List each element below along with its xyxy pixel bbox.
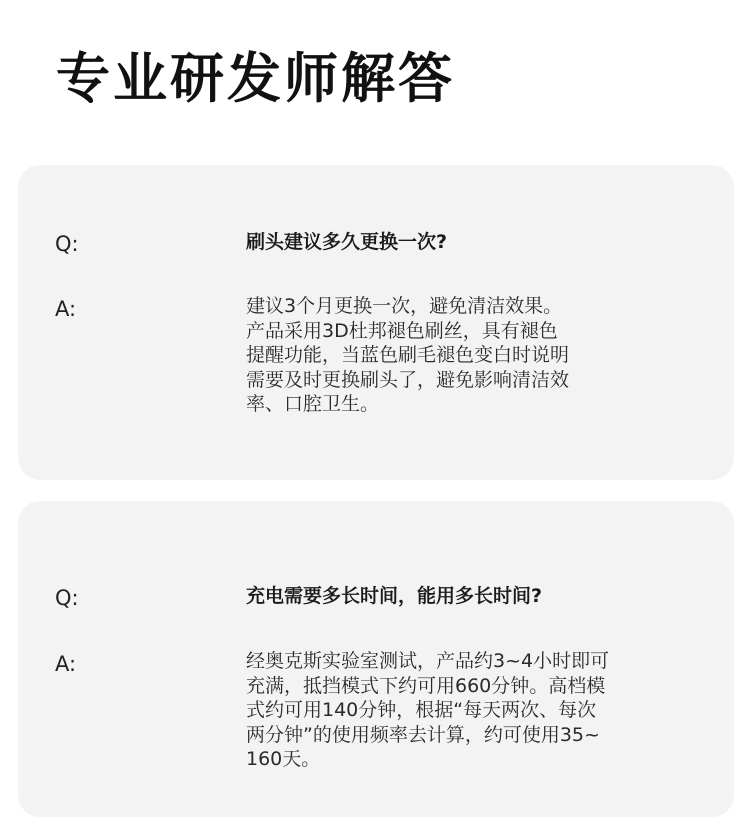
answer-label: A: bbox=[55, 652, 77, 676]
answer-text: 建议3个月更换一次，避免清洁效果。 产品采用3D杜邦褪色刷丝，具有褪色 提醒功能，当蓝色刷毛褪色变白时说明 需要及时更换刷头了，避免影响清洁效 率、口腔卫生。 bbox=[246, 295, 570, 415]
question-text: 充电需要多长时间，能用多长时间? bbox=[246, 585, 543, 607]
faq-card bbox=[18, 165, 734, 480]
answer-label: A: bbox=[55, 297, 77, 321]
answer-text: 经奥克斯实验室测试，产品约3~4小时即可 充满，抵挡模式下约可用660分钟。高档模 式约可用140分钟，根据“每天两次、每次 两分钟”的使用频率去计算，约可使用35~ 160天。 bbox=[246, 650, 610, 770]
faq-card bbox=[18, 501, 734, 817]
question-label: Q: bbox=[55, 586, 79, 610]
question-label: Q: bbox=[55, 232, 79, 256]
page-title: 专业研发师解答 bbox=[56, 47, 455, 110]
question-text: 刷头建议多久更换一次? bbox=[246, 231, 448, 253]
